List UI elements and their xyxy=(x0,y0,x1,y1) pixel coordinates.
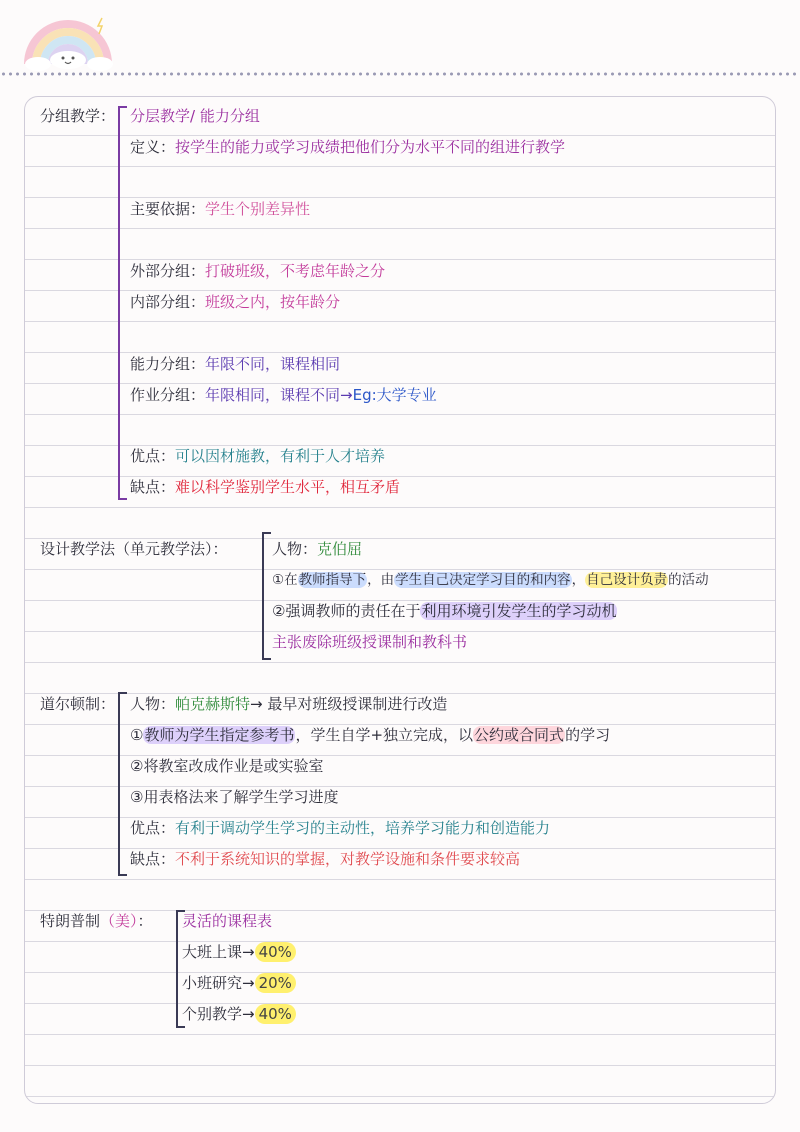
notebook-page xyxy=(24,96,776,1104)
s1-internal-text: 班级之内，按年龄分 xyxy=(205,293,341,311)
s3-person-label: 人物： xyxy=(130,695,176,713)
s1-line-1: 分层教学/ 能力分组 xyxy=(130,107,260,125)
s4-small-class-value: 20% xyxy=(255,973,296,993)
s4-large-class-value: 40% xyxy=(255,942,296,962)
s4-title-main: 特朗普制 xyxy=(40,912,101,930)
s1-ability-label: 能力分组： xyxy=(130,355,206,373)
section-4-title xyxy=(40,911,153,931)
s2-p1-highlight-teacher: 教师指导下 xyxy=(298,572,367,588)
s1-line-pros xyxy=(130,446,385,466)
s1-line-internal xyxy=(130,292,340,312)
dotted-divider xyxy=(0,72,800,76)
s1-cons-text: 难以科学鉴别学生水平，相互矛盾 xyxy=(175,478,401,496)
s2-p2-a: ②强调教师的责任在于 xyxy=(272,602,421,620)
s2-p1-highlight-student: 学生自己决定学习目的和内容 xyxy=(395,572,571,588)
s1-line-homework xyxy=(130,385,437,405)
s1-external-text: 打破班级，不考虑年龄之分 xyxy=(205,262,386,280)
s1-line-basis xyxy=(130,199,310,219)
s2-p1-a: ①在 xyxy=(272,572,298,588)
s1-definition-label: 定义： xyxy=(130,138,176,156)
s1-homework-example: Eg:大学专业 xyxy=(352,386,437,404)
s2-line-point-1 xyxy=(272,570,709,590)
s4-line-schedule: 灵活的课程表 xyxy=(182,912,273,930)
s2-person-name: 克伯屈 xyxy=(317,540,363,558)
s4-line-individual xyxy=(182,1004,296,1024)
s4-small-class-label: 小班研究→ xyxy=(182,974,255,992)
s3-cons-label: 缺点： xyxy=(130,850,176,868)
section-2-bracket xyxy=(262,532,271,660)
s1-basis-text: 学生个别差异性 xyxy=(205,200,311,218)
s3-cons-text: 不利于系统知识的掌握，对教学设施和条件要求较高 xyxy=(175,850,521,868)
s4-individual-value: 40% xyxy=(255,1004,296,1024)
s4-line-large-class xyxy=(182,942,296,962)
s3-p1-a: ① xyxy=(130,726,144,744)
rainbow-sticker-icon xyxy=(22,12,118,72)
s3-p1-highlight-contract: 公约或合同式 xyxy=(474,726,565,744)
s4-line-small-class xyxy=(182,973,296,993)
s4-individual-label: 个别教学→ xyxy=(182,1005,255,1023)
s1-internal-label: 内部分组： xyxy=(130,293,206,311)
section-1-bracket xyxy=(118,106,127,500)
s1-definition-text: 按学生的能力或学习成绩把他们分为水平不同的组进行教学 xyxy=(175,138,566,156)
s1-ability-text: 年限不同，课程相同 xyxy=(205,355,341,373)
section-1-title: 分组教学： xyxy=(40,107,116,125)
s2-p1-c: ，由 xyxy=(367,572,395,588)
s3-line-cons xyxy=(130,849,520,869)
s1-line-definition xyxy=(130,137,565,157)
s2-p1-g: 的活动 xyxy=(668,572,709,588)
s1-cons-label: 缺点： xyxy=(130,478,176,496)
s2-line-claim: 主张废除班级授课制和教科书 xyxy=(272,633,468,651)
s3-p1-highlight-teacher: 教师为学生指定参考书 xyxy=(144,726,295,744)
s3-pros-text: 有利于调动学生学习的主动性，培养学习能力和创造能力 xyxy=(175,819,551,837)
s3-line-point-3: ③用表格法来了解学生学习进度 xyxy=(130,788,339,806)
s3-p1-c: ，学生自学+独立完成，以 xyxy=(295,726,474,744)
s1-external-label: 外部分组： xyxy=(130,262,206,280)
s3-person-text: → 最早对班级授课制进行改造 xyxy=(250,695,448,713)
section-3-title: 道尔顿制： xyxy=(40,695,116,713)
s1-basis-label: 主要依据： xyxy=(130,200,206,218)
s1-pros-text: 可以因材施教，有利于人才培养 xyxy=(175,447,386,465)
s1-homework-label: 作业分组： xyxy=(130,386,206,404)
s1-line-external xyxy=(130,261,385,281)
s3-line-point-2: ②将教室改成作业是或实验室 xyxy=(130,757,324,775)
s2-p1-highlight-design: 自己设计负责 xyxy=(586,572,668,588)
s3-p1-e: 的学习 xyxy=(565,726,611,744)
s4-title-country: （美） xyxy=(100,912,138,930)
s3-person-name: 帕克赫斯特 xyxy=(175,695,251,713)
s3-line-point-1 xyxy=(130,725,610,745)
s1-line-ability xyxy=(130,354,340,374)
s2-line-person xyxy=(272,539,362,559)
section-3-bracket xyxy=(118,692,127,876)
s2-p2-highlight: 利用环境引发学生的学习动机 xyxy=(421,602,617,620)
s1-pros-label: 优点： xyxy=(130,447,176,465)
section-2-title: 设计教学法（单元教学法）： xyxy=(40,540,228,558)
s2-p1-e: ， xyxy=(571,572,586,588)
s1-line-cons xyxy=(130,477,400,497)
s1-homework-text: 年限相同，课程不同→ xyxy=(205,386,353,404)
s3-pros-label: 优点： xyxy=(130,819,176,837)
s3-line-person xyxy=(130,694,447,714)
s4-large-class-label: 大班上课→ xyxy=(182,943,255,961)
s2-line-point-2 xyxy=(272,601,617,621)
s4-title-colon: ： xyxy=(137,912,153,930)
s2-person-label: 人物： xyxy=(272,540,318,558)
s3-line-pros xyxy=(130,818,550,838)
